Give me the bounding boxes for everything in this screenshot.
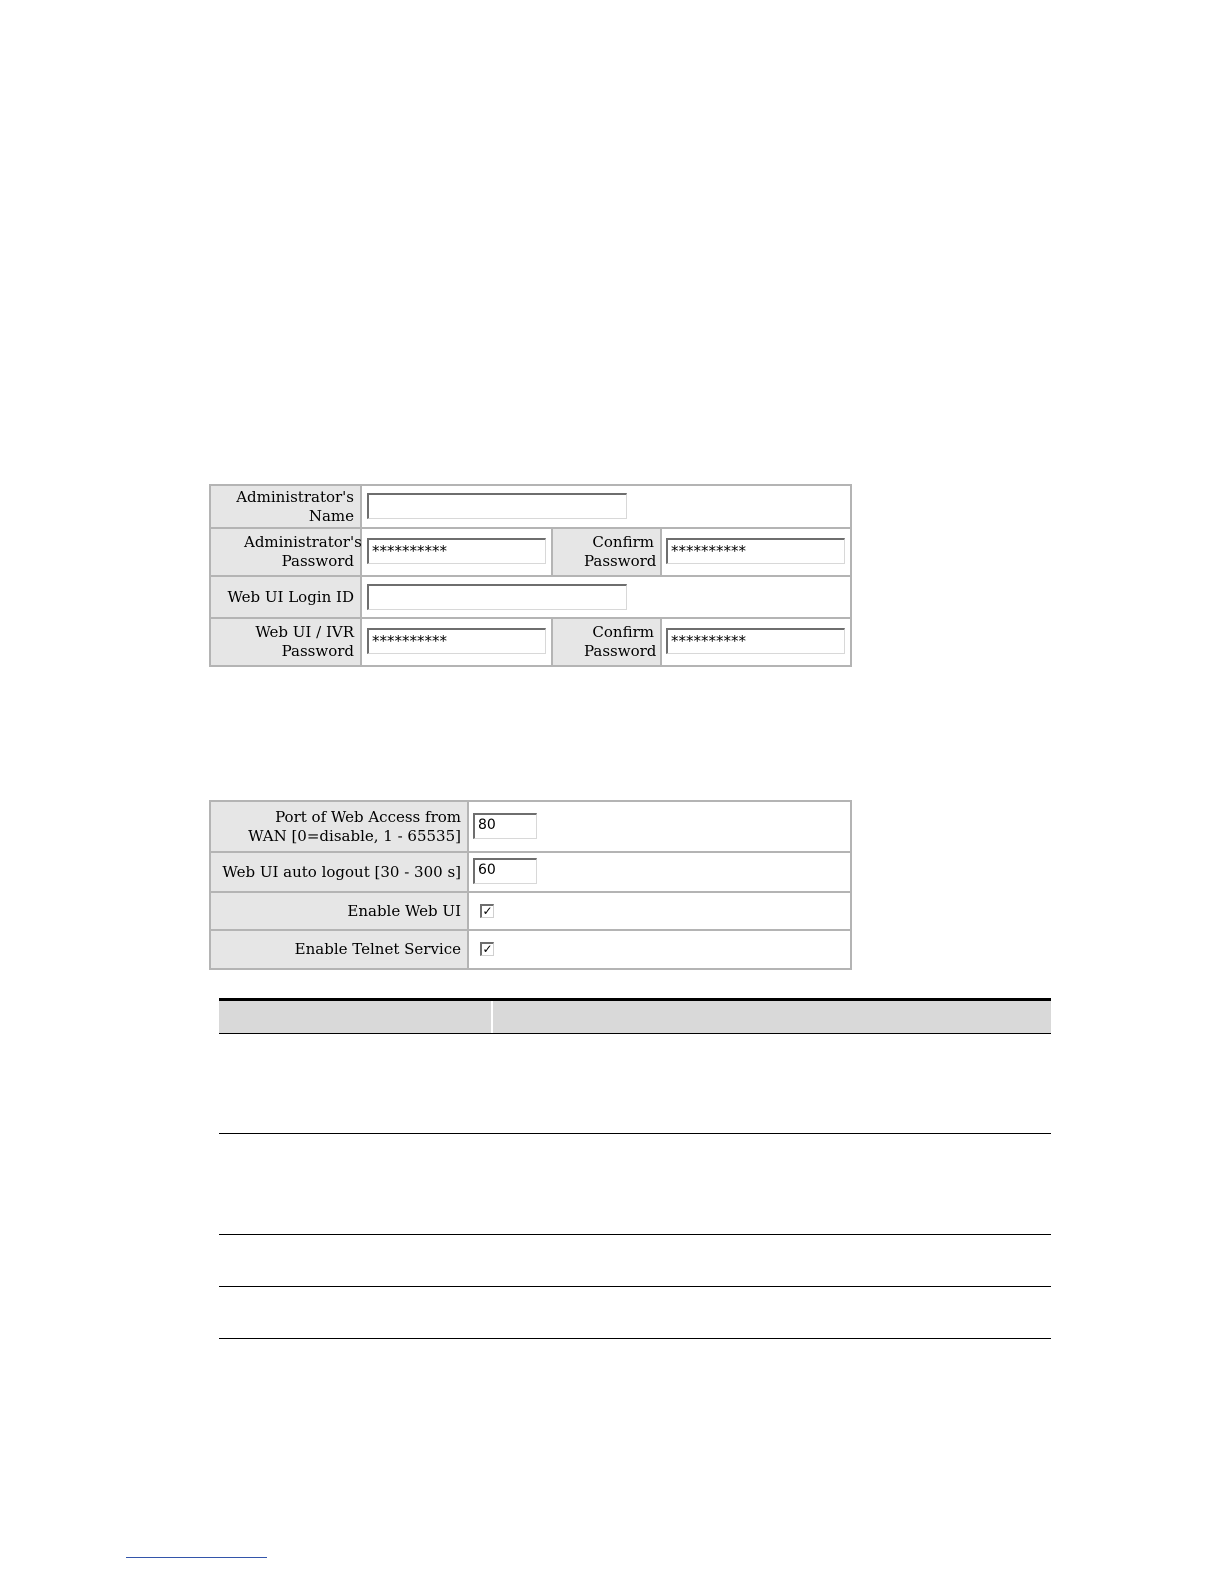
webui-login-input[interactable]: [367, 584, 627, 610]
wan-port-label: Port of Web Access from WAN [0=disable, 1 - 65535]: [211, 802, 469, 851]
webui-password-label: Web UI / IVR Password: [211, 619, 362, 665]
webui-confirm-label: Confirm Password: [551, 619, 662, 665]
admin-confirm-input[interactable]: **********: [666, 538, 845, 564]
table-row: [219, 1287, 1051, 1338]
admin-name-input[interactable]: [367, 493, 627, 519]
header-cell-2: [493, 1001, 1051, 1033]
account-settings-panel: [209, 484, 852, 667]
webui-login-label: Web UI Login ID: [211, 577, 362, 617]
table-header: [219, 1001, 1051, 1033]
auto-logout-input[interactable]: 60: [473, 858, 537, 884]
admin-confirm-label: Confirm Password: [551, 529, 662, 575]
admin-name-row: [211, 486, 850, 527]
table-cell: [219, 1235, 491, 1286]
webui-confirm-input[interactable]: **********: [666, 628, 845, 654]
table-cell: [219, 1034, 491, 1133]
auto-logout-label: Web UI auto logout [30 - 300 s]: [211, 853, 469, 891]
webui-password-row: [211, 619, 850, 665]
wan-port-input[interactable]: 80: [473, 813, 537, 839]
enable-telnet-checkbox[interactable]: ✓: [480, 942, 494, 956]
enable-webui-label: Enable Web UI: [211, 893, 469, 929]
admin-password-input[interactable]: **********: [367, 538, 546, 564]
table-cell: [219, 1134, 491, 1234]
wan-port-row: [211, 802, 850, 851]
header-cell-1: [219, 1001, 491, 1033]
enable-telnet-row: [211, 931, 850, 968]
enable-webui-checkbox[interactable]: ✓: [480, 904, 494, 918]
footnote-separator: [126, 1557, 267, 1558]
table-row: [219, 1034, 1051, 1133]
admin-password-row: [211, 529, 850, 575]
table-row: [219, 1235, 1051, 1286]
table-cell: [219, 1287, 491, 1338]
table-cell: [493, 1287, 1051, 1338]
webui-password-input[interactable]: **********: [367, 628, 546, 654]
table-cell: [493, 1034, 1051, 1133]
webui-login-row: [211, 577, 850, 617]
table-row: [219, 1134, 1051, 1234]
admin-password-label: Administrator's Password: [211, 529, 362, 575]
enable-telnet-label: Enable Telnet Service: [211, 931, 469, 968]
table-cell: [493, 1235, 1051, 1286]
admin-name-label: Administrator's Name: [211, 486, 362, 527]
web-access-panel: [209, 800, 852, 970]
auto-logout-row: [211, 853, 850, 891]
enable-webui-row: [211, 893, 850, 929]
table-cell: [493, 1134, 1051, 1234]
